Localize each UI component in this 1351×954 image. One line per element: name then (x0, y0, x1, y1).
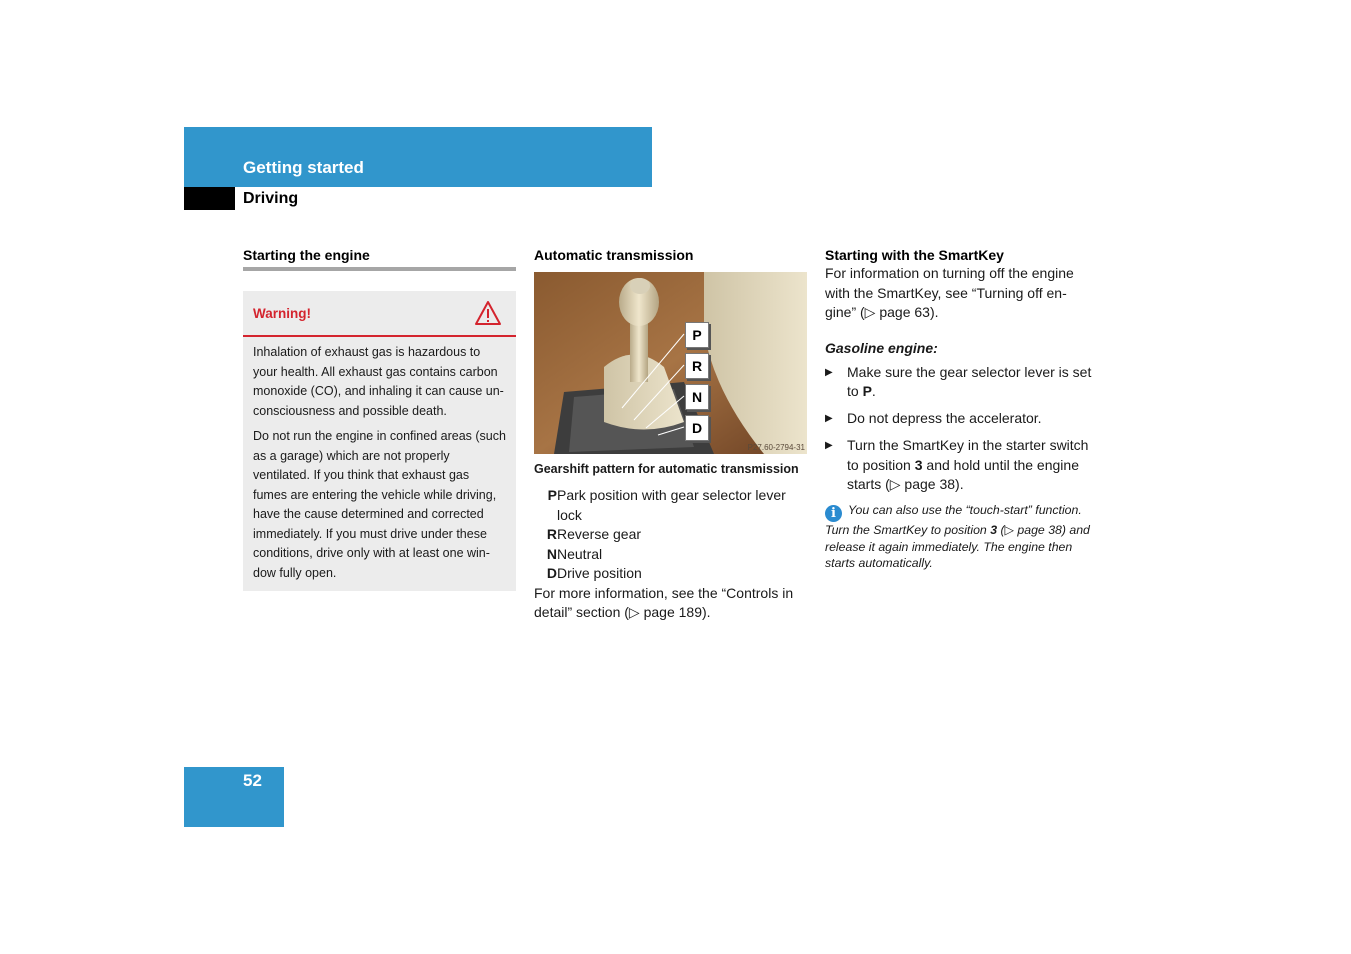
step-list (825, 363, 1097, 495)
info-note (825, 502, 1097, 572)
bullet-arrow-icon: ▶ (825, 366, 833, 378)
warning-header (243, 291, 516, 337)
step-text: Turn the SmartKey in the starter switch to position (847, 437, 1089, 473)
step-item (825, 436, 1097, 495)
page-number-box (184, 767, 284, 827)
bullet-arrow-icon: ▶ (825, 440, 833, 451)
warning-paragraph: Inhalation of exhaust gas is hazardous to your health. All exhaust gas contains carbon monoxide (CO), and inhaling it can cause un-consciousness and possible death. (253, 345, 504, 418)
step-item (825, 409, 1097, 429)
step-bold: 3 (914, 456, 923, 473)
smartkey-intro: For information on turning off the engine with the SmartKey, see “Turning off en-gine” (▷ page 63). (825, 265, 1074, 320)
warning-triangle-icon (474, 300, 502, 326)
gear-desc: Park position with gear selector lever lock (557, 487, 786, 523)
figure-caption: Gearshift pattern for automatic transmission (534, 462, 799, 476)
gearshift-illustration (534, 272, 807, 454)
header-band (184, 127, 652, 187)
gear-key: N (546, 545, 557, 562)
note-text: You can also use the “touch-start” function. Turn the SmartKey to position (825, 503, 1082, 537)
gearshift-figure (534, 272, 807, 454)
gear-desc: Drive position (557, 565, 642, 581)
heading-automatic-transmission: Automatic transmission (534, 247, 694, 263)
gear-label-n: N (685, 384, 709, 410)
heading-starting-engine: Starting the engine (243, 247, 370, 263)
gear-list (534, 486, 807, 584)
note-bold: 3 (990, 523, 998, 537)
heading-smartkey: Starting with the SmartKey (825, 247, 1004, 263)
gear-key: P (547, 487, 557, 503)
gear-key: D (546, 565, 557, 581)
gear-label-r: R (685, 353, 709, 379)
warning-box (243, 291, 516, 591)
gasoline-heading: Gasoline engine: (825, 339, 938, 356)
warning-paragraph: Do not run the engine in confined areas (such as a garage) which are not properly ventilated. If you think that exhaust gas fumes are entering the vehicle while driving, have the cause determined and corrected immediately. If you must drive under these conditions, drive only with at least one win-dow fully open. (253, 429, 506, 580)
page-number: 52 (243, 771, 262, 790)
gear-desc: Reverse gear (557, 526, 642, 542)
bullet-arrow-icon: ▶ (825, 413, 833, 424)
heading-rule (243, 267, 516, 271)
gear-row-p (534, 486, 807, 525)
info-icon: i (825, 505, 842, 522)
step-bold: P (862, 383, 872, 399)
more-info-text: For more information, see the “Controls in detail” section (▷ page 189). (534, 584, 794, 620)
warning-body (243, 337, 516, 583)
step-text: Do not depress the accelerator. (847, 410, 1042, 426)
gear-label-d: D (685, 415, 709, 441)
note-text: (▷ page 38) and release it again immediately. The engine then starts automatically. (825, 523, 1090, 570)
gear-desc: Neutral (557, 545, 603, 562)
gear-row-d (534, 564, 807, 584)
gear-label-p: P (685, 322, 709, 348)
column-automatic-transmission (534, 246, 807, 623)
subsection-title: Driving (243, 190, 299, 207)
column-smartkey (825, 246, 1097, 572)
column-starting-engine (243, 246, 516, 591)
gear-row-n (534, 545, 807, 565)
warning-title: Warning! (253, 305, 311, 321)
step-text: . (871, 383, 876, 399)
step-item (825, 363, 1097, 402)
figure-code: P27.60-2794-31 (747, 443, 805, 452)
gear-key: R (546, 526, 557, 542)
step-text: Make sure the gear selector lever is set to (847, 363, 1092, 399)
step-text: and hold until the engine starts (▷ page 38). (847, 456, 1079, 492)
gear-row-r (534, 525, 807, 545)
section-marker (184, 187, 235, 210)
section-title: Getting started (243, 158, 364, 177)
